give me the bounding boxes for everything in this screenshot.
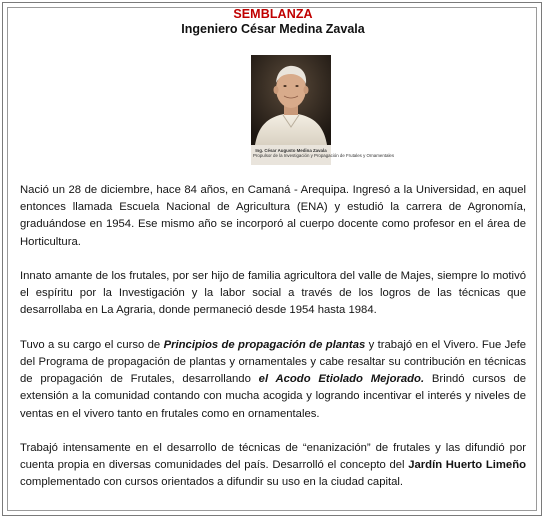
paragraph-4-segment: Trabajó intensamente en el desarrollo de técnicas de “enanización” de frutales y las difundió por cuenta propia en diversas comunidades del país. Desarrolló el concepto del xyxy=(20,442,526,472)
portrait-photo xyxy=(251,55,395,165)
paragraph-3-segment: Principios de propagación de plantas xyxy=(163,338,366,351)
paragraph-3-segment: Brindó cursos de extensión a la comunidad contando con mucha acogida y logrando incentivar el interés y niveles de ventas en el vivero tanto en frutales como en ornamentales. xyxy=(20,373,526,420)
paragraph-2-segment: Innato amante de los frutales, por ser hijo de familia agricultora del valle de Majes, siempre lo motivó el espíritu por la Investigación y la labor social a través de los logros de las técnicas que desarrollaba en La Agraria, donde permaneció desde 1954 hasta 1984. xyxy=(20,270,526,317)
paragraph-3-segment: el Acodo Etiolado Mejorado. xyxy=(258,373,425,386)
photo-caption-name: Ing. César Augusto Medina Zavala xyxy=(255,148,327,153)
page-subtitle: Ingeniero César Medina Zavala xyxy=(181,22,365,36)
paragraph-4-segment: Jardín Huerto Limeño xyxy=(408,459,526,472)
paragraph-3 xyxy=(20,337,526,423)
paragraph-1-segment: Nació un 28 de diciembre, hace 84 años, en Camaná - Arequipa. Ingresó a la Universidad, en aquel entonces llamada Escuela Nacional de Agricultura (ENA) y estudió la carrera de Agronomía, graduándose en 1954. Ese mismo año se incorporó al cuerpo docente como profesor en el área de Horticultura. xyxy=(20,184,526,248)
paragraph-3-segment: y trabajó en el Vivero. Fue Jefe del Programa de propagación de plantas y ornamentales y cabe resaltar su contribución en técnicas de propagación de Frutales, desarrollando xyxy=(20,338,526,386)
photo-caption-description: Propulsor de la Investigación y Propagación de Frutales y Ornamentales xyxy=(253,153,395,158)
paragraph-4-segment: complementado con cursos orientados a difundir su uso en la ciudad capital. xyxy=(20,476,404,489)
paragraph-2 xyxy=(20,268,526,320)
paragraph-3-segment: Tuvo a su cargo el curso de xyxy=(20,338,164,351)
page-title: SEMBLANZA xyxy=(233,7,313,21)
biography-text xyxy=(20,182,526,492)
paragraph-4 xyxy=(20,440,526,492)
paragraph-1 xyxy=(20,182,526,251)
